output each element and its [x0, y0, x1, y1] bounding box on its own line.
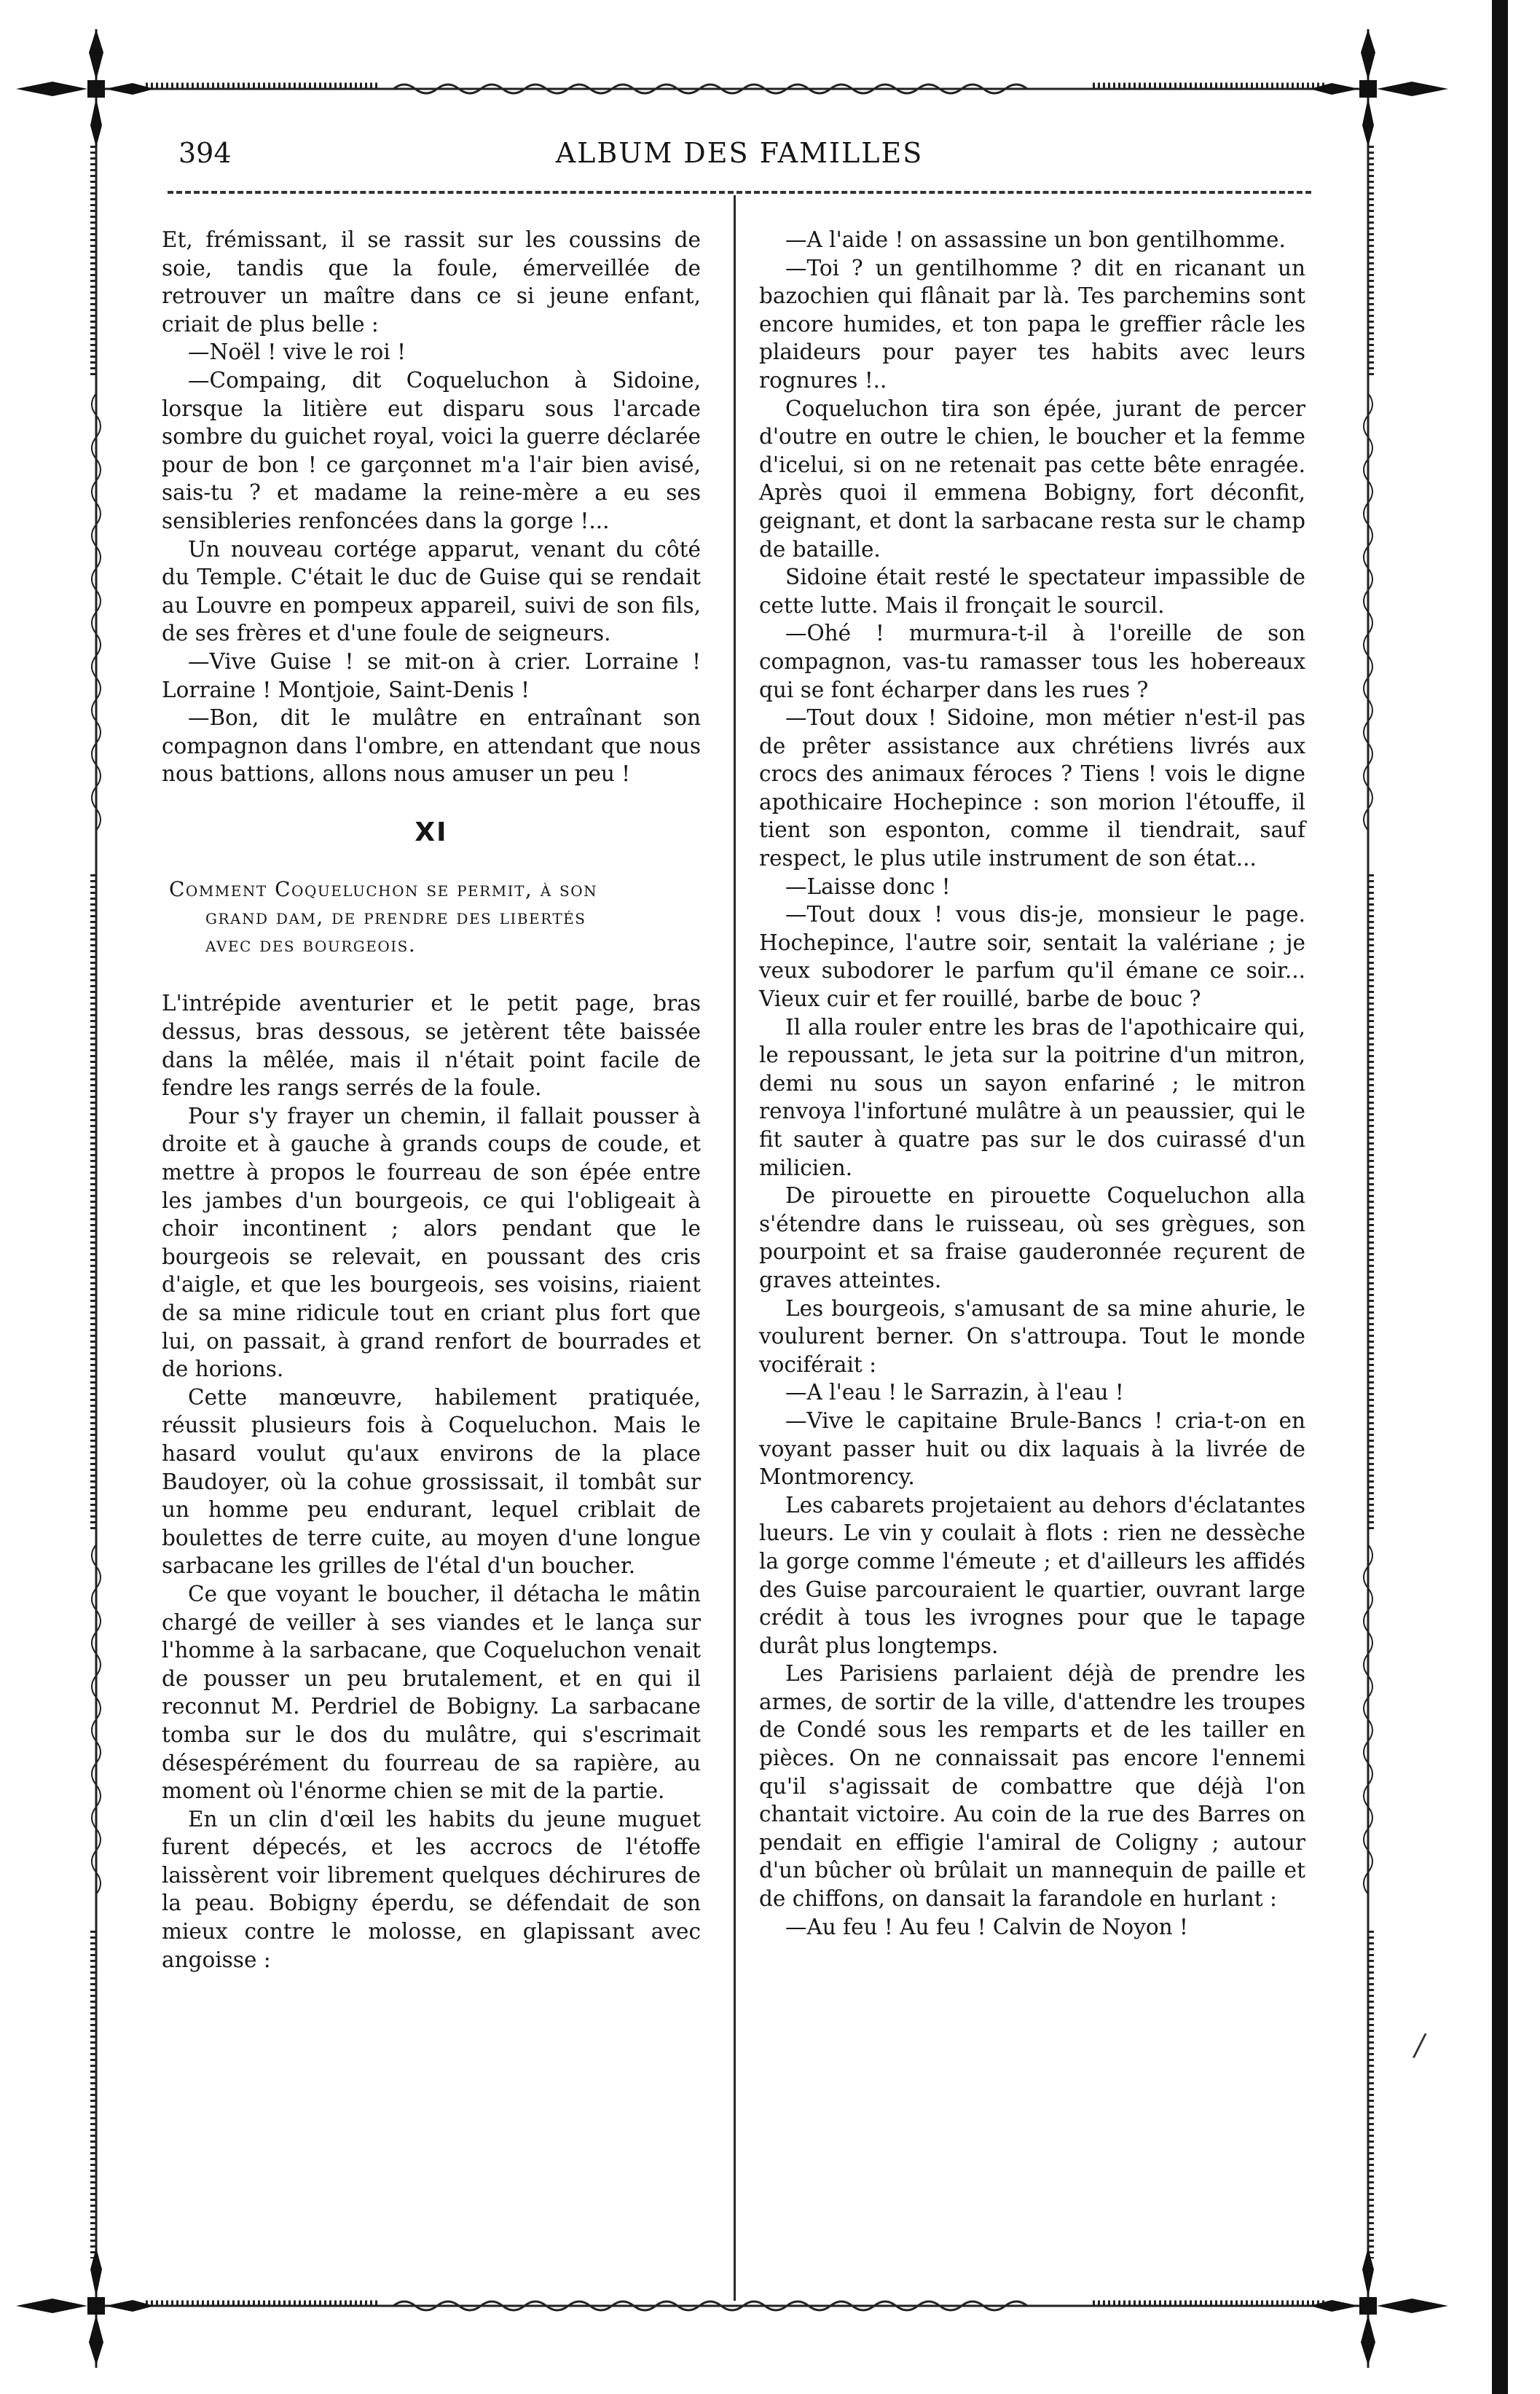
paragraph: L'intrépide aventurier et le petit page, bras dessus, bras dessous, se jetèrent tête baissée dans la mêlée, mais il n'était point facile de fendre les rangs serrés de la foule. — [162, 991, 701, 1101]
paragraph: —Toi ? un gentilhomme ? dit en ricanant un bazochien qui flânait par là. Tes parchemins sont encore humides, et ton papa le greffier râcle les plaideurs pour payer tes habits avec leurs rognures !.. — [759, 255, 1305, 393]
page-number: 394 — [178, 137, 232, 169]
column-divider — [734, 195, 736, 2301]
paragraph: —Noël ! vive le roi ! — [188, 340, 406, 365]
paragraph: Les Parisiens parlaient déjà de prendre les armes, de sortir de la ville, d'attendre les troupes de Condé sous les remparts et de les tailler en pièces. On ne connaissait pas encore l'ennemi qu'il s'agissait de combattre que déjà l'on chantait victoire. Au coin de la rue des Barres on pendait en effigie l'amiral de Coligny ; autour d'un bûcher où brûlait un mannequin de paille et de chiffons, on dansait la farandole en hurlant : — [759, 1661, 1305, 1912]
paragraph: —Compaing, dit Coqueluchon à Sidoine, lorsque la litière eut disparu sous l'arcade sombre du guichet royal, voici la guerre déclarée pour de bon ! ce garçonnet m'a l'air bien avisé, sais-tu ? et madame la reine-mère a eu ses sensibleries renfoncées dans la gorge !... — [162, 367, 701, 533]
margin-pencil-mark: / — [1415, 2029, 1425, 2063]
paragraph: Les cabarets projetaient au dehors d'éclatantes lueurs. Le vin y coulait à flots : rien ne dessèche la gorge comme l'émeute ; et d'ailleurs les affidés des Guise parcouraient le quartier, ouvrant large crédit à tous les ivrognes pour que le tapage durât plus longtemps. — [759, 1492, 1305, 1658]
paragraph: Ce que voyant le boucher, il détacha le mâtin chargé de veiller à ses viandes et le lança sur l'homme à la sarbacane, que Coqueluchon venait de pousser un peu brutalement, et en qui il reconnut M. Perdriel de Bobigny. La sarbacane tomba sur le dos du mulâtre, qui s'escrimait désespérément du fourreau de sa rapière, au moment où l'énorme chien se mit de la partie. — [162, 1581, 701, 1804]
paragraph: Les bourgeois, s'amusant de sa mine ahurie, le voulurent berner. On s'attroupa. Tout le monde vociférait : — [759, 1295, 1305, 1377]
right-column — [759, 226, 1305, 1941]
paragraph: Pour s'y frayer un chemin, il fallait pousser à droite et à gauche à grands coups de coude, et mettre à propos le fourreau de son épée entre les jambes d'un bourgeois, ce qui l'obligeait à choir incontinent ; alors pendant que le bourgeois se relevait, en poussant des cris d'aigle, et que les bourgeois, ses voisins, riaient de sa mine ridicule tout en criant plus fort que lui, on passait, à grand renfort de bourrades et de horions. — [162, 1103, 701, 1382]
left-column — [162, 226, 701, 1974]
chapter-title-line: grand dam, de prendre des libertés — [205, 905, 586, 930]
paragraph: —Tout doux ! vous dis-je, monsieur le page. Hochepince, l'autre soir, sentait la valériane ; je veux subodorer le parfum qu'il émane ce soir... Vieux cuir et fer rouillé, barbe de bouc ? — [759, 902, 1305, 1012]
chapter-number: XI — [415, 817, 448, 847]
running-title: ALBUM DES FAMILLES — [555, 137, 924, 169]
paragraph: —Bon, dit le mulâtre en entraînant son compagnon dans l'ombre, en attendant que nous nous battions, allons nous amuser un peu ! — [162, 705, 701, 787]
paragraph: Cette manœuvre, habilement pratiquée, réussit plusieurs fois à Coqueluchon. Mais le hasard voulut qu'aux environs de la place Baudoyer, où la cohue grossissait, il tombât sur un homme peu endurant, lequel criblait de boulettes de terre cuite, au moyen d'une longue sarbacane les grilles de l'étal d'un boucher. — [162, 1384, 701, 1579]
paragraph: Un nouveau cortége apparut, venant du côté du Temple. C'était le duc de Guise qui se rendait au Louvre en pompeux appareil, suivi de son fils, de ses frères et d'une foule de seigneurs. — [162, 536, 701, 646]
chapter-title — [162, 876, 701, 959]
chapter-title-line: avec des bourgeois. — [205, 933, 417, 957]
paragraph: —Au feu ! Au feu ! Calvin de Noyon ! — [785, 1914, 1188, 1939]
paragraph: Coqueluchon tira son épée, jurant de percer d'outre en outre le chien, le boucher et la femme d'icelui, si on ne retenait pas cette bête enragée. Après quoi il emmena Bobigny, fort déconfit, geignant, et dont la sarbacane resta sur le champ de bataille. — [759, 396, 1305, 562]
paragraph: —Vive Guise ! se mit-on à crier. Lorraine ! Lorraine ! Montjoie, Saint-Denis ! — [162, 648, 701, 702]
paragraph: Sidoine était resté le spectateur impassible de cette lutte. Mais il fronçait le sourcil. — [759, 565, 1305, 618]
paragraph: —Ohé ! murmura-t-il à l'oreille de son compagnon, vas-tu ramasser tous les hobereaux qui se font écharper dans les rues ? — [759, 621, 1305, 702]
paragraph: —Tout doux ! Sidoine, mon métier n'est-il pas de prêter assistance aux chrétiens livrés aux crocs des animaux féroces ? Tiens ! vois le digne apothicaire Hochepince : son morion l'étouffe, il tient son esponton, comme il tiendrait, sauf respect, le plus utile instrument de son état... — [759, 705, 1305, 871]
chapter-title-line: Comment Coqueluchon se permit, à son — [169, 877, 598, 902]
paragraph: De pirouette en pirouette Coqueluchon alla s'étendre dans le ruisseau, où ses grègues, son pourpoint et sa fraise gauderonnée reçurent de graves atteintes. — [759, 1183, 1305, 1292]
header-rule — [168, 191, 1311, 194]
paragraph: Il alla rouler entre les bras de l'apothicaire qui, le repoussant, le jeta sur la poitrine d'un mitron, demi nu sous un sayon enfariné ; le mitron renvoya l'infortuné mulâtre à un peaussier, qui le fit sauter à quatre pas sur le dos cuirassé d'un milicien. — [759, 1014, 1305, 1180]
paragraph: —A l'aide ! on assassine un bon gentilhomme. — [785, 227, 1286, 252]
page-header — [157, 131, 1322, 175]
paragraph: —A l'eau ! le Sarrazin, à l'eau ! — [785, 1380, 1124, 1405]
paragraph: En un clin d'œil les habits du jeune muguet furent dépecés, et les accrocs de l'étoffe laissèrent voir librement quelques déchirures de la peau. Bobigny éperdu, se défendait de son mieux contre le molosse, en glapissant avec angoisse : — [162, 1806, 701, 1972]
paragraph: —Laisse donc ! — [785, 874, 951, 899]
paragraph: Et, frémissant, il se rassit sur les coussins de soie, tandis que la foule, émerveillée de retrouver un maître dans ce si jeune enfant, criait de plus belle : — [162, 227, 701, 337]
paragraph: —Vive le capitaine Brule-Bancs ! cria-t-on en voyant passer huit ou dix laquais à la livrée de Montmorency. — [759, 1408, 1305, 1490]
